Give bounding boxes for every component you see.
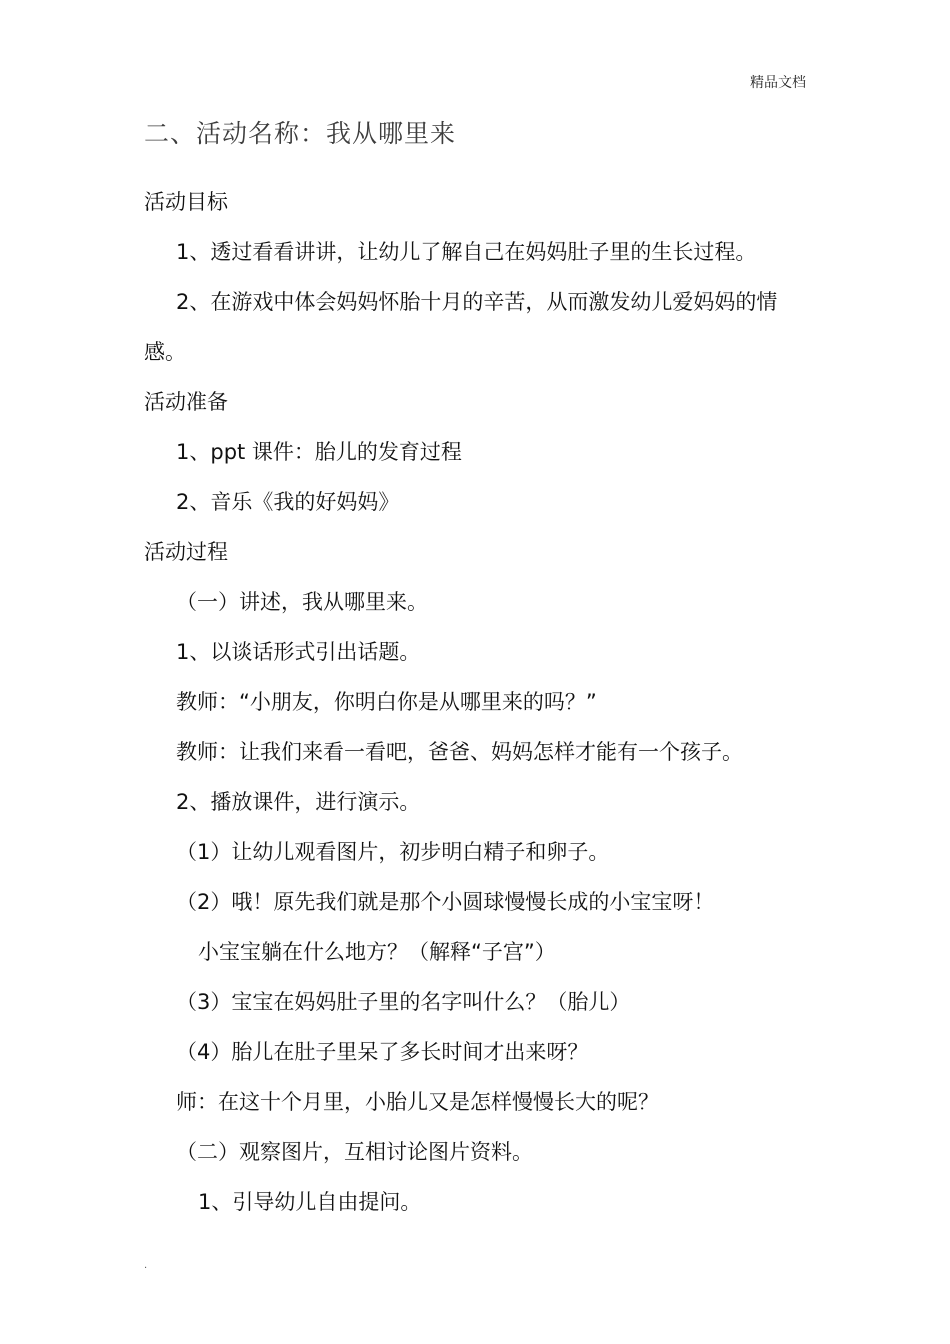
process-part-2-step-1: 1、引导幼儿自由提问。 [198, 1190, 422, 1214]
sub-step-2: （2）哦！原先我们就是那个小圆球慢慢长成的小宝宝呀！ [176, 890, 715, 914]
footer-mark: . [144, 1260, 148, 1271]
goal-item-2-line-2: 感。 [144, 340, 186, 364]
sub-step-3: （3）宝宝在妈妈肚子里的名字叫什么？（胎儿） [176, 990, 631, 1014]
sub-step-2-continuation: 小宝宝躺在什么地方？（解释“子宫”） [198, 940, 556, 964]
process-part-2: （二）观察图片，互相讨论图片资料。 [176, 1140, 533, 1164]
teacher-line-3: 师：在这十个月里，小胎儿又是怎样慢慢长大的呢？ [176, 1090, 659, 1114]
goal-item-2-line-1: 2、在游戏中体会妈妈怀胎十月的辛苦，从而激发幼儿爱妈妈的情 [176, 290, 778, 314]
document-title: 二、活动名称：我从哪里来 [144, 119, 457, 148]
goals-heading: 活动目标 [144, 190, 228, 214]
process-heading: 活动过程 [144, 540, 228, 564]
teacher-line-2: 教师：让我们来看一看吧，爸爸、妈妈怎样才能有一个孩子。 [176, 740, 743, 764]
preparation-item-1: 1、ppt 课件：胎儿的发育过程 [176, 440, 462, 464]
teacher-line-1: 教师：“小朋友，你明白你是从哪里来的吗？” [176, 690, 597, 714]
preparation-heading: 活动准备 [144, 390, 228, 414]
sub-step-4: （4）胎儿在肚子里呆了多长时间才出来呀？ [176, 1040, 589, 1064]
process-step-1: 1、以谈话形式引出话题。 [176, 640, 421, 664]
goal-item-1: 1、透过看看讲讲，让幼儿了解自己在妈妈肚子里的生长过程。 [176, 240, 757, 264]
preparation-item-2: 2、音乐《我的好妈妈》 [176, 490, 400, 514]
sub-step-1: （1）让幼儿观看图片，初步明白精子和卵子。 [176, 840, 610, 864]
process-part-1: （一）讲述，我从哪里来。 [176, 590, 428, 614]
process-step-2: 2、播放课件，进行演示。 [176, 790, 421, 814]
header-note: 精品文档 [750, 75, 806, 91]
